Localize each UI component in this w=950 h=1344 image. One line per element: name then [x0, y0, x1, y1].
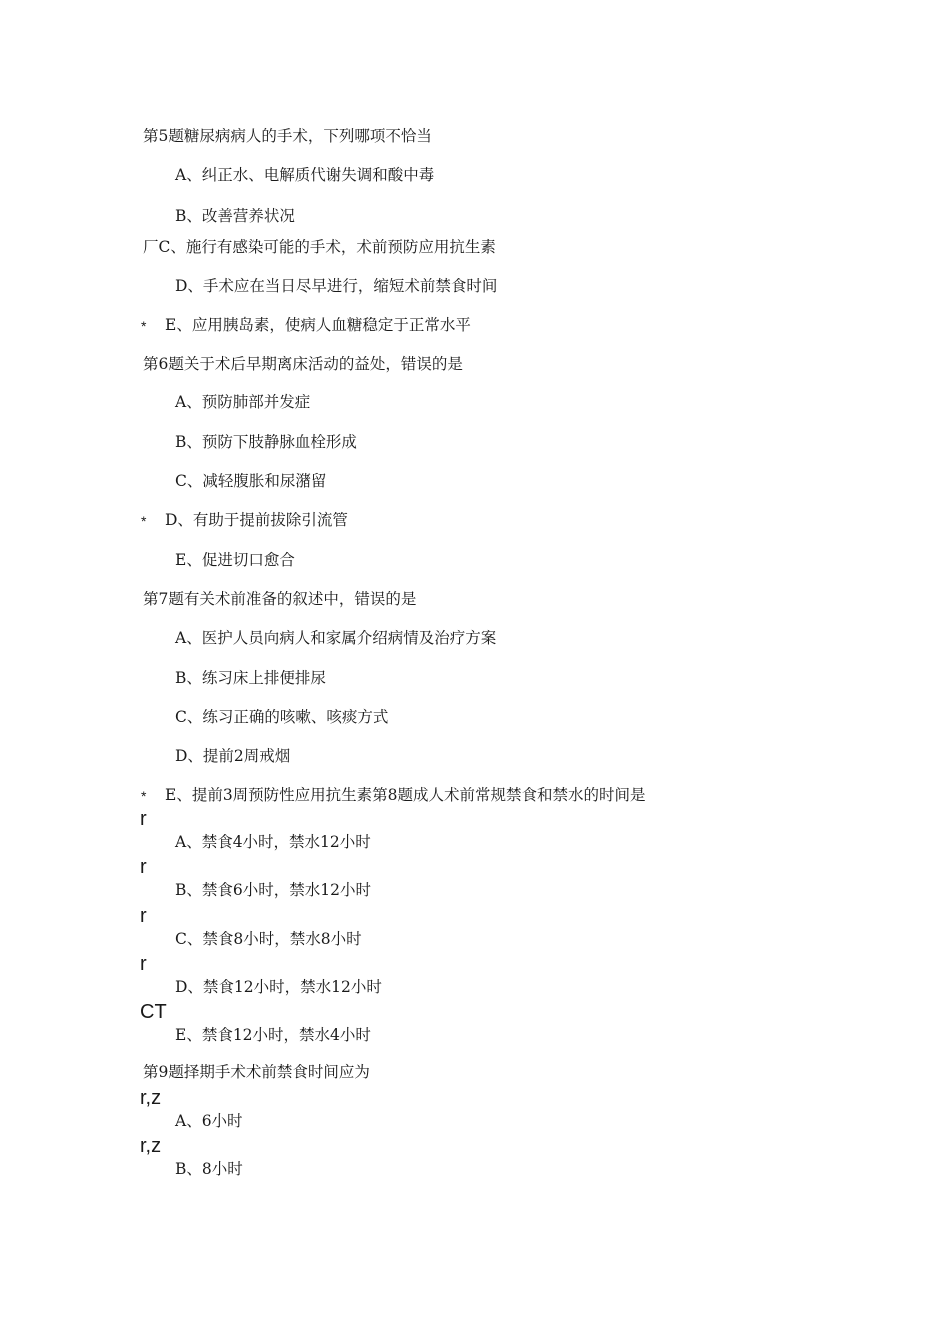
question-7-option-d: D、提前2周戒烟: [175, 747, 291, 765]
question-8-option-d-mark: r: [140, 953, 147, 975]
question-7-option-b: B、练习床上排便排尿: [175, 669, 326, 687]
question-8-option-a: A、禁食4小时，禁水12小时: [175, 833, 371, 851]
question-9-option-b: B、8小时: [175, 1160, 243, 1178]
question-5-option-c: 厂C、施行有感染可能的手术，术前预防应用抗生素: [143, 238, 496, 256]
question-7-option-c: C、练习正确的咳嗽、咳痰方式: [175, 708, 389, 726]
question-7-title: 第7题有关术前准备的叙述中，错误的是: [143, 590, 417, 608]
question-8-option-b-mark: r: [140, 856, 147, 878]
question-7-option-a: A、医护人员向病人和家属介绍病情及治疗方案: [175, 629, 497, 647]
question-8-option-e: E、禁食12小时，禁水4小时: [175, 1026, 371, 1044]
question-5-title: 第5题糖尿病病人的手术，下列哪项不恰当: [143, 127, 432, 145]
question-8-option-d: D、禁食12小时，禁水12小时: [175, 978, 382, 996]
question-8-option-c-mark: r: [140, 905, 147, 927]
question-7-option-e-mark: *: [141, 788, 147, 804]
question-6-option-b: B、预防下肢静脉血栓形成: [175, 433, 357, 451]
question-6-option-c: C、减轻腹胀和尿潴留: [175, 472, 327, 490]
question-6-option-a: A、预防肺部并发症: [175, 393, 311, 411]
question-6-option-d: D、有助于提前拔除引流管: [165, 511, 348, 529]
question-6-option-e: E、促进切口愈合: [175, 551, 295, 569]
question-5-option-e: E、应用胰岛素，使病人血糖稳定于正常水平: [165, 316, 471, 334]
question-5-option-e-mark: *: [141, 318, 147, 334]
question-6-option-d-mark: *: [141, 513, 147, 529]
question-9-option-a: A、6小时: [175, 1112, 243, 1130]
question-5-option-d: D、手术应在当日尽早进行，缩短术前禁食时间: [175, 277, 498, 295]
question-8-option-e-mark: CT: [140, 1001, 167, 1023]
question-6-title: 第6题关于术后早期离床活动的益处，错误的是: [143, 355, 463, 373]
question-8-option-a-mark: r: [140, 808, 147, 830]
question-7-option-e: E、提前3周预防性应用抗生素第8题成人术前常规禁食和禁水的时间是: [165, 786, 646, 804]
question-9-option-a-mark: r,z: [140, 1087, 162, 1109]
question-9-title: 第9题择期手术术前禁食时间应为: [143, 1063, 370, 1081]
question-8-option-c: C、禁食8小时，禁水8小时: [175, 930, 362, 948]
question-8-option-b: B、禁食6小时，禁水12小时: [175, 881, 371, 899]
question-5-option-b: B、改善营养状况: [175, 207, 295, 225]
question-5-option-a: A、纠正水、电解质代谢失调和酸中毒: [175, 166, 435, 184]
question-9-option-b-mark: r,z: [140, 1135, 162, 1157]
